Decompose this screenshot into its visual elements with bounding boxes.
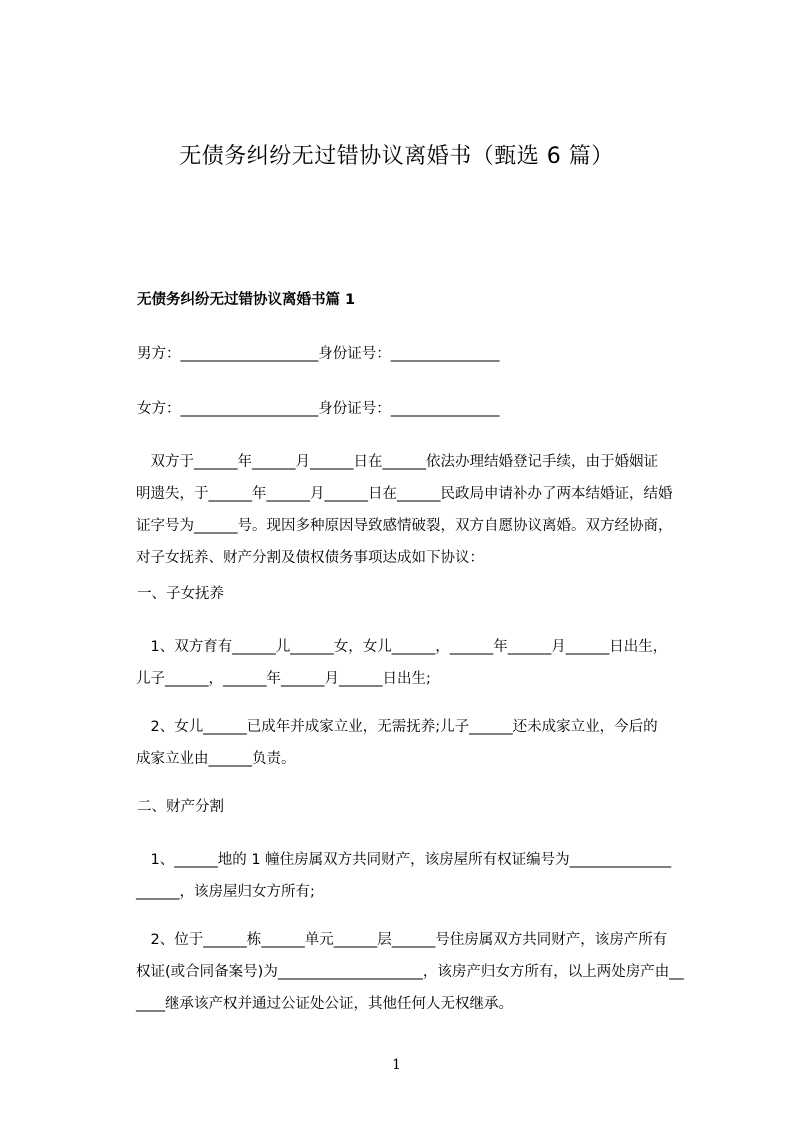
paragraph-line: 权证(或合同备案号)为____________________，该房产归女方所有，以上两处房产由__ [136,964,684,980]
paragraph-line: 2、女儿______已成年并成家立业，无需抚养;儿子______还未成家立业，今后的 [136,719,658,735]
paragraph-line: 儿子______，______年______月______日出生; [136,671,431,687]
intro-line: 明遗失，于______年______月______日在______民政局申请补办了两本结婚证，结婚 [136,486,673,502]
property-item-2 [136,924,716,1020]
paragraph-line: 2、位于______栋______单元______层______号住房属双方共同财产，该房产所有 [136,932,668,948]
male-party-line: 男方：___________________身份证号：_______________ [137,346,500,362]
page-number: 1 [392,1057,401,1073]
property-item-1 [136,844,716,908]
section-heading: 无债务纠纷无过错协议离婚书篇 1 [137,292,356,308]
intro-line: 对子女抚养、财产分割及债权债务事项达成如下协议： [136,550,484,566]
heading-property-division: 二、财产分割 [137,799,224,815]
paragraph-line: 成家立业由______负责。 [136,751,296,767]
intro-paragraph [136,446,716,574]
paragraph-line: 1、双方育有______儿______女，女儿______，______年______月______日出生， [136,639,668,655]
paragraph-line: ____继承该产权并通过公证处公证，其他任何人无权继承。 [136,996,513,1012]
paragraph-line: 1、______地的 1 幢住房属双方共同财产，该房屋所有权证编号为______________ [136,852,672,868]
intro-line: 证字号为______号。现因多种原因导致感情破裂，双方自愿协议离婚。双方经协商， [136,518,673,534]
intro-line: 双方于______年______月______日在______依法办理结婚登记手续，由于婚姻证 [136,454,658,470]
female-party-line: 女方：___________________身份证号：_______________ [137,401,500,417]
document-title: 无债务纠纷无过错协议离婚书（甄选 6 篇） [179,144,614,169]
heading-child-custody: 一、子女抚养 [137,586,224,602]
child-custody-item-2 [136,711,716,775]
paragraph-line: ______，该房屋归女方所有; [136,884,315,900]
child-custody-item-1 [136,631,716,695]
